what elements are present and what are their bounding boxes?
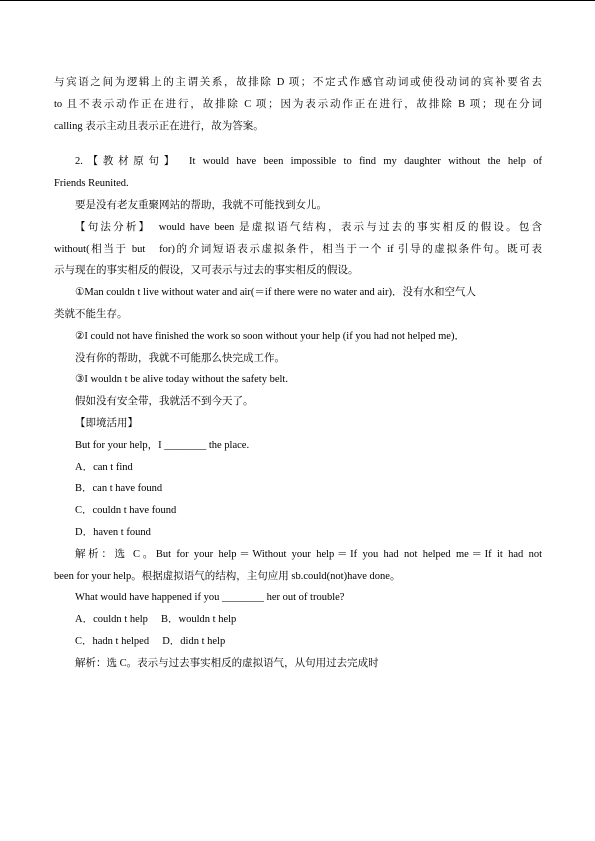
option-a: A．can t find bbox=[75, 461, 133, 473]
text-line: 示与现在的事实相反的假设，又可表示与过去的事实相反的假设。 bbox=[54, 265, 359, 277]
example-sentence: ③I wouldn t be alive today without the safety belt. bbox=[75, 374, 288, 386]
document-page bbox=[54, 72, 542, 675]
options-cd: C．hadn t helped D．didn t help bbox=[75, 635, 226, 647]
text-line: Friends Reunited. bbox=[54, 178, 129, 190]
option-b: B．can t have found bbox=[75, 483, 163, 495]
answer-explanation: 解析：选 C。But for your help＝Without your help＝If you had not helped me＝If it had not bbox=[75, 548, 542, 560]
text-line: 与宾语之间为逻辑上的主谓关系，故排除 D 项；不定式作感官动词或使役动词的宾补要省去 bbox=[54, 77, 542, 88]
example-heading: 2.【教材原句】 It would have been impossible to find my daughter without the help of bbox=[75, 156, 542, 168]
text-line: 类就不能生存。 bbox=[54, 308, 128, 320]
translation-line: 假如没有安全带，我就活不到今天了。 bbox=[75, 396, 254, 408]
text-line: been for your help。根据虚拟语气的结构，主句应用 sb.could(not)have done。 bbox=[54, 570, 401, 582]
example-sentence: ①Man couldn t live without water and air(＝if there were no water and air)．没有水和空气人 bbox=[75, 287, 477, 299]
paragraph-gap bbox=[54, 137, 542, 151]
practice-heading: 【即境活用】 bbox=[75, 417, 138, 429]
translation-line: 要是没有老友重聚网站的帮助，我就不可能找到女儿。 bbox=[75, 199, 327, 211]
analysis-heading: 【句法分析】 would have been 是虚拟语气结构，表示与过去的事实相反的假设。包含 bbox=[75, 221, 542, 233]
text-line: to 且不表示动作正在进行，故排除 C 项；因为表示动作正在进行，故排除 B 项；现在分词 bbox=[54, 98, 542, 110]
translation-line: 没有你的帮助，我就不可能那么快完成工作。 bbox=[75, 352, 285, 364]
options-ab: A．couldn t help B．wouldn t help bbox=[75, 614, 237, 626]
answer-explanation: 解析：选 C。表示与过去事实相反的虚拟语气，从句用过去完成时 bbox=[75, 657, 379, 669]
top-border-line bbox=[0, 0, 595, 1]
question-line: What would have happened if you ________ her out of trouble? bbox=[75, 592, 345, 604]
question-line: But for your help，I ________ the place. bbox=[75, 439, 250, 451]
option-d: D．haven t found bbox=[75, 526, 151, 538]
example-sentence: ②I could not have finished the work so soon without your help (if you had not helped me)． bbox=[75, 330, 465, 342]
text-line: calling 表示主动且表示正在进行，故为答案。 bbox=[54, 120, 264, 132]
text-line: without(相当于 but for)的介词短语表示虚拟条件，相当于一个 if 引导的虚拟条件句。既可表 bbox=[54, 243, 542, 255]
option-c: C．couldn t have found bbox=[75, 505, 177, 517]
